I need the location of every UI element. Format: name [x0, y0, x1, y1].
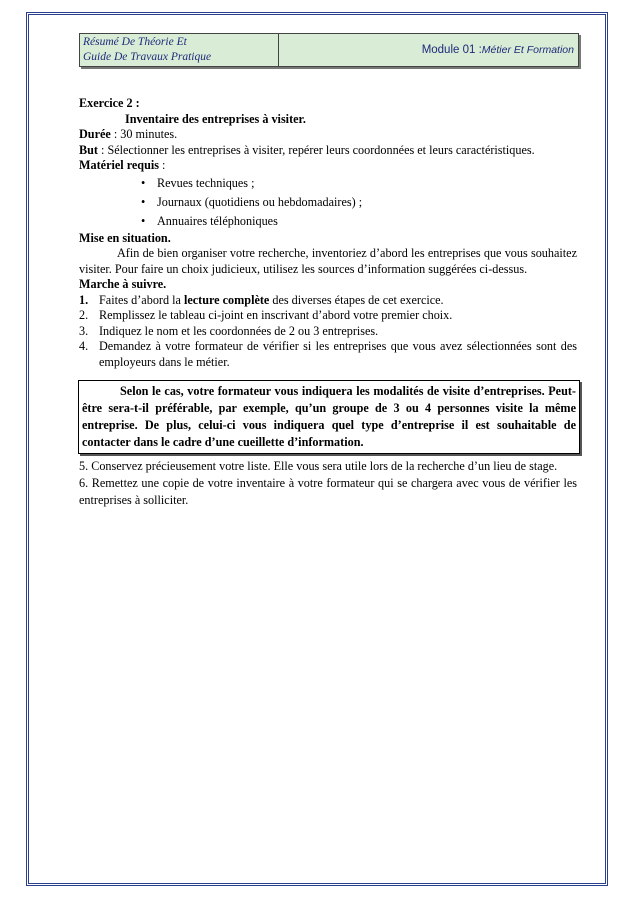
exercise-title: Inventaire des entreprises à visiter.	[125, 111, 306, 126]
note-box	[78, 380, 580, 454]
materiel-line	[79, 158, 577, 174]
list-item: • Revues techniques ;	[141, 174, 577, 193]
header-doc-title	[80, 34, 279, 66]
list-item	[79, 293, 577, 309]
header-module-prefix: Module 01 :	[421, 44, 482, 56]
materiel-suffix: :	[159, 158, 166, 172]
header-doc-title-line2: Guide De Travaux Pratique	[83, 51, 212, 63]
step-number: 2.	[79, 308, 89, 322]
steps-list	[79, 293, 577, 371]
duree-label: Durée	[79, 127, 111, 141]
step-number: 3.	[79, 323, 89, 338]
duree-line	[79, 127, 577, 143]
but-line	[79, 143, 577, 159]
materiel-list	[79, 174, 577, 231]
step-text: Indiquez le nom et les coordonnées de 2 ou 3 entreprises.	[99, 323, 379, 338]
step-text: Demandez à votre formateur de vérifier si les entreprises que vous avez sélectionnées sont des employeurs dans le métier.	[99, 339, 577, 369]
header-module	[279, 34, 578, 66]
list-item	[79, 308, 577, 324]
list-item: • Journaux (quotidiens ou hebdomadaires) ;	[141, 193, 577, 212]
list-item	[79, 324, 577, 340]
mise-label: Mise en situation.	[79, 230, 171, 245]
list-item: • Annuaires téléphoniques	[141, 212, 577, 231]
header-module-title: Métier Et Formation	[481, 44, 574, 56]
final-step: 6. Remettez une copie de votre inventaire à votre formateur qui se chargera avec vous de vérifier les entreprises à solliciter.	[79, 476, 577, 507]
final-steps	[79, 458, 577, 509]
step-text: Faites d’abord la	[99, 292, 184, 307]
but-text: : Sélectionner les entreprises à visiter, repérer leurs coordonnées et leurs caractéristiques.	[97, 142, 535, 157]
step-text: Remplissez le tableau ci-joint en inscrivant d’abord votre premier choix.	[99, 308, 453, 322]
list-item	[79, 339, 577, 370]
but-label: But	[79, 142, 98, 157]
marche-label: Marche à suivre.	[79, 277, 167, 291]
header-doc-title-line1: Résumé De Théorie Et	[83, 36, 187, 48]
step-bold-text: lecture complète	[183, 292, 270, 307]
exercise-content	[79, 96, 577, 370]
step-text: des diverses étapes de cet exercice.	[269, 292, 444, 307]
step-number: 1.	[79, 292, 89, 307]
note-text: Selon le cas, votre formateur vous indiquera les modalités de visite d’entreprises. Peut-être sera-t-il préférable, par exemple, qu’un groupe de 3 ou 4 personnes visite la même entreprise. De plus, celui-ci vous indiquera quel type d’entreprise il est souhaitable de contacter dans le cadre d’une cueillette d’information.	[82, 384, 576, 449]
page-header	[79, 33, 579, 67]
duree-text: : 30 minutes.	[110, 127, 178, 141]
step-number: 4.	[79, 339, 89, 353]
materiel-label: Matériel requis	[79, 158, 159, 172]
exercise-number: Exercice 2 :	[79, 96, 140, 110]
final-step: 5. Conservez précieusement votre liste. Elle vous sera utile lors de la recherche d’un lieu de stage.	[79, 459, 558, 473]
mise-text: Afin de bien organiser votre recherche, inventoriez d’abord les entreprises que vous souhaitez visiter. Pour faire un choix judicieux, utilisez les sources d’information suggérées ci-dessus.	[79, 246, 577, 276]
